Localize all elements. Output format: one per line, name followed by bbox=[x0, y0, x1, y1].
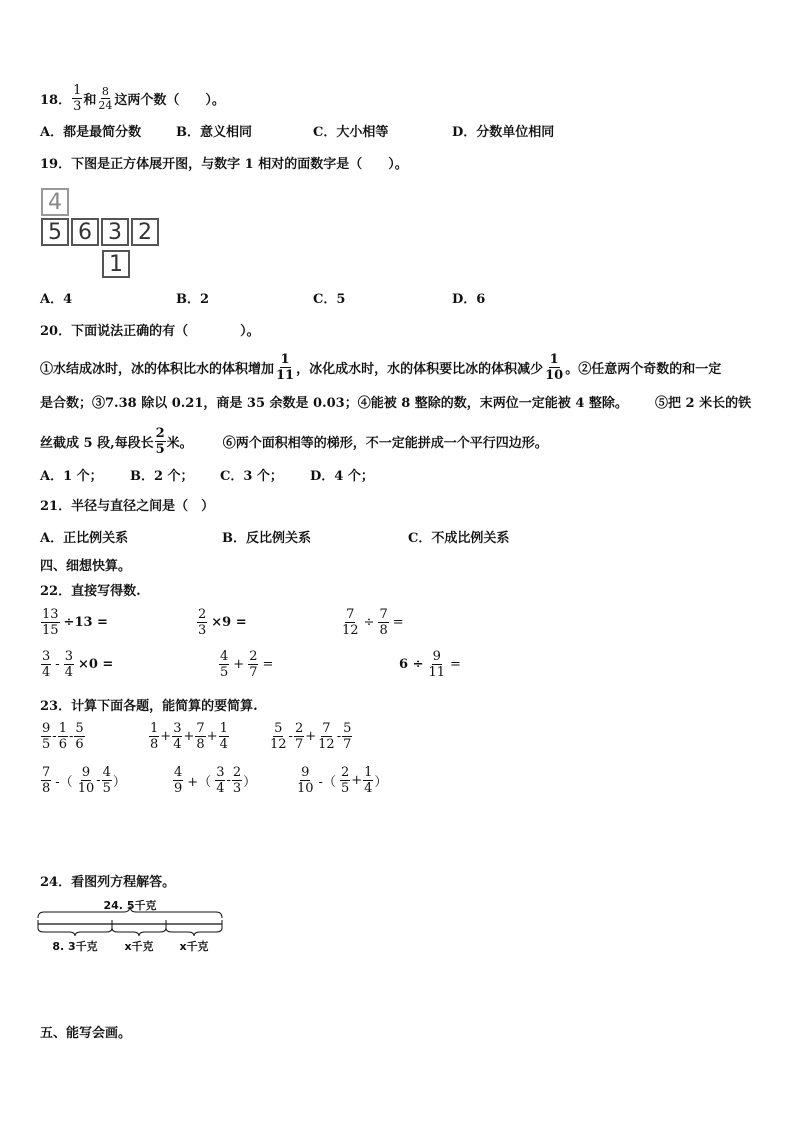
q20-fraction-2: $\frac{1}{10}$ bbox=[545, 352, 564, 383]
q22-expr-4: $\frac{3}{4}$ - $\frac{3}{4}$ ×0 = bbox=[42, 649, 114, 680]
section-5-heading: 五、能写会画。 bbox=[40, 1026, 132, 1041]
q18-number: 18． bbox=[40, 93, 72, 108]
q23-title: 23．计算下面各题，能简算的要简算. bbox=[40, 699, 258, 714]
q21-title: 21．半径与直径之间是（ ） bbox=[40, 499, 215, 514]
q22-expr-3: $\frac{7}{12}$ ÷ $\frac{7}{8}$ = bbox=[342, 607, 404, 638]
q22-expr-5: $\frac{4}{5}$ + $\frac{2}{7}$ = bbox=[220, 649, 274, 680]
q20-line-2b: ⑤把 2 米长的铁 bbox=[655, 396, 752, 411]
q18-option-a: A．都是最简分数 bbox=[40, 125, 142, 140]
q20-fraction-1: $\frac{1}{11}$ bbox=[276, 352, 295, 383]
q22-expr-1: $\frac{13}{15}$ ÷13 = bbox=[42, 607, 108, 638]
q24-part-1-label: 8. 3千克 bbox=[52, 940, 98, 953]
q19-option-b: B．2 bbox=[176, 292, 210, 307]
q24-title: 24．看图列方程解答。 bbox=[40, 875, 176, 890]
cube-face-top: 4 bbox=[41, 188, 69, 216]
q19-option-c: C．5 bbox=[313, 292, 346, 307]
q20-option-a: A．1 个； bbox=[40, 469, 103, 484]
q23-expr-b: $\frac{1}{8}$ + $\frac{3}{4}$ + $\frac{7}{8}$ + $\frac{1}{4}$ bbox=[150, 721, 228, 752]
q20-line-2a: 是合数；③7.38 除以 0.21，商是 35 余数是 0.03；④能被 8 整除的数，末两位一定能被 4 整除。 bbox=[40, 396, 628, 411]
q20-line-3: 丝截成 5 段,每段长 $\frac{2}{5}$ 米。 ⑥两个面积相等的梯形，不一定能拼成一个平行四边形。 bbox=[40, 426, 548, 457]
section-4-heading: 四、细想快算。 bbox=[40, 559, 132, 574]
q18-option-c: C．大小相等 bbox=[313, 125, 389, 140]
q18-option-d: D．分数单位相同 bbox=[452, 125, 555, 140]
q23-expr-e: $\frac{4}{9}$ +（ $\frac{3}{4}$ - $\frac{2}{3}$ ） bbox=[174, 765, 257, 796]
q21-option-c: C．不成比例关系 bbox=[408, 531, 510, 546]
q20-option-b: B．2 个； bbox=[130, 469, 194, 484]
q19-option-a: A．4 bbox=[40, 292, 73, 307]
q18-stem: 18． $\frac{1}{3}$ 和 $\frac{8}{24}$ 这两个数（ ）。 bbox=[40, 83, 225, 114]
q21-option-b: B．反比例关系 bbox=[222, 531, 311, 546]
q20-line-1: ①水结成冰时，冰的体积比水的体积增加 $\frac{1}{11}$ ，冰化成水时，水的体积要比冰的体积减少 $\frac{1}{10}$ 。②任意两个奇数的和一定 bbox=[40, 352, 722, 383]
cube-face-1: 5 bbox=[41, 218, 69, 246]
q24-total-label: 24. 5千克 bbox=[103, 900, 157, 912]
q22-expr-6: 6 ÷ $\frac{9}{11}$ = bbox=[399, 649, 461, 680]
cube-face-bottom: 1 bbox=[102, 250, 130, 278]
q24-part-3-label: x千克 bbox=[179, 940, 209, 953]
q23-expr-d: $\frac{7}{8}$ -（ $\frac{9}{10}$ - $\frac{4}{5}$ ） bbox=[42, 765, 126, 796]
q20-title: 20．下面说法正确的有（ ）。 bbox=[40, 324, 260, 339]
q20-option-c: C．3 个； bbox=[220, 469, 283, 484]
q18-option-b: B．意义相同 bbox=[176, 125, 252, 140]
q23-expr-a: $\frac{9}{5}$ - $\frac{1}{6}$ - $\frac{5}{6}$ bbox=[42, 721, 84, 752]
q19-title: 19．下图是正方体展开图，与数字 1 相对的面数字是（ ）。 bbox=[40, 157, 408, 172]
q23-expr-c: $\frac{5}{12}$ - $\frac{2}{7}$ + $\frac{7}{12}$ - $\frac{5}{7}$ bbox=[270, 721, 352, 752]
q21-option-a: A．正比例关系 bbox=[40, 531, 129, 546]
q22-title: 22．直接写得数. bbox=[40, 584, 141, 599]
q20-fraction-3: $\frac{2}{5}$ bbox=[155, 426, 165, 457]
cube-face-4: 2 bbox=[131, 218, 159, 246]
q24-line-diagram bbox=[36, 900, 226, 958]
q24-part-2-label: x千克 bbox=[124, 940, 154, 953]
q23-expr-f: $\frac{9}{10}$ -（ $\frac{2}{5}$ + $\frac{1}{4}$ ） bbox=[297, 765, 388, 796]
q20-option-d: D．4 个； bbox=[310, 469, 374, 484]
cube-face-2: 6 bbox=[71, 218, 99, 246]
q22-expr-2: $\frac{2}{3}$ ×9 = bbox=[198, 607, 247, 638]
cube-face-3: 3 bbox=[101, 218, 129, 246]
q19-option-d: D．6 bbox=[452, 292, 486, 307]
q18-fraction-1: $\frac{1}{3}$ bbox=[73, 83, 82, 114]
q18-fraction-2: $\frac{8}{24}$ bbox=[98, 85, 113, 112]
